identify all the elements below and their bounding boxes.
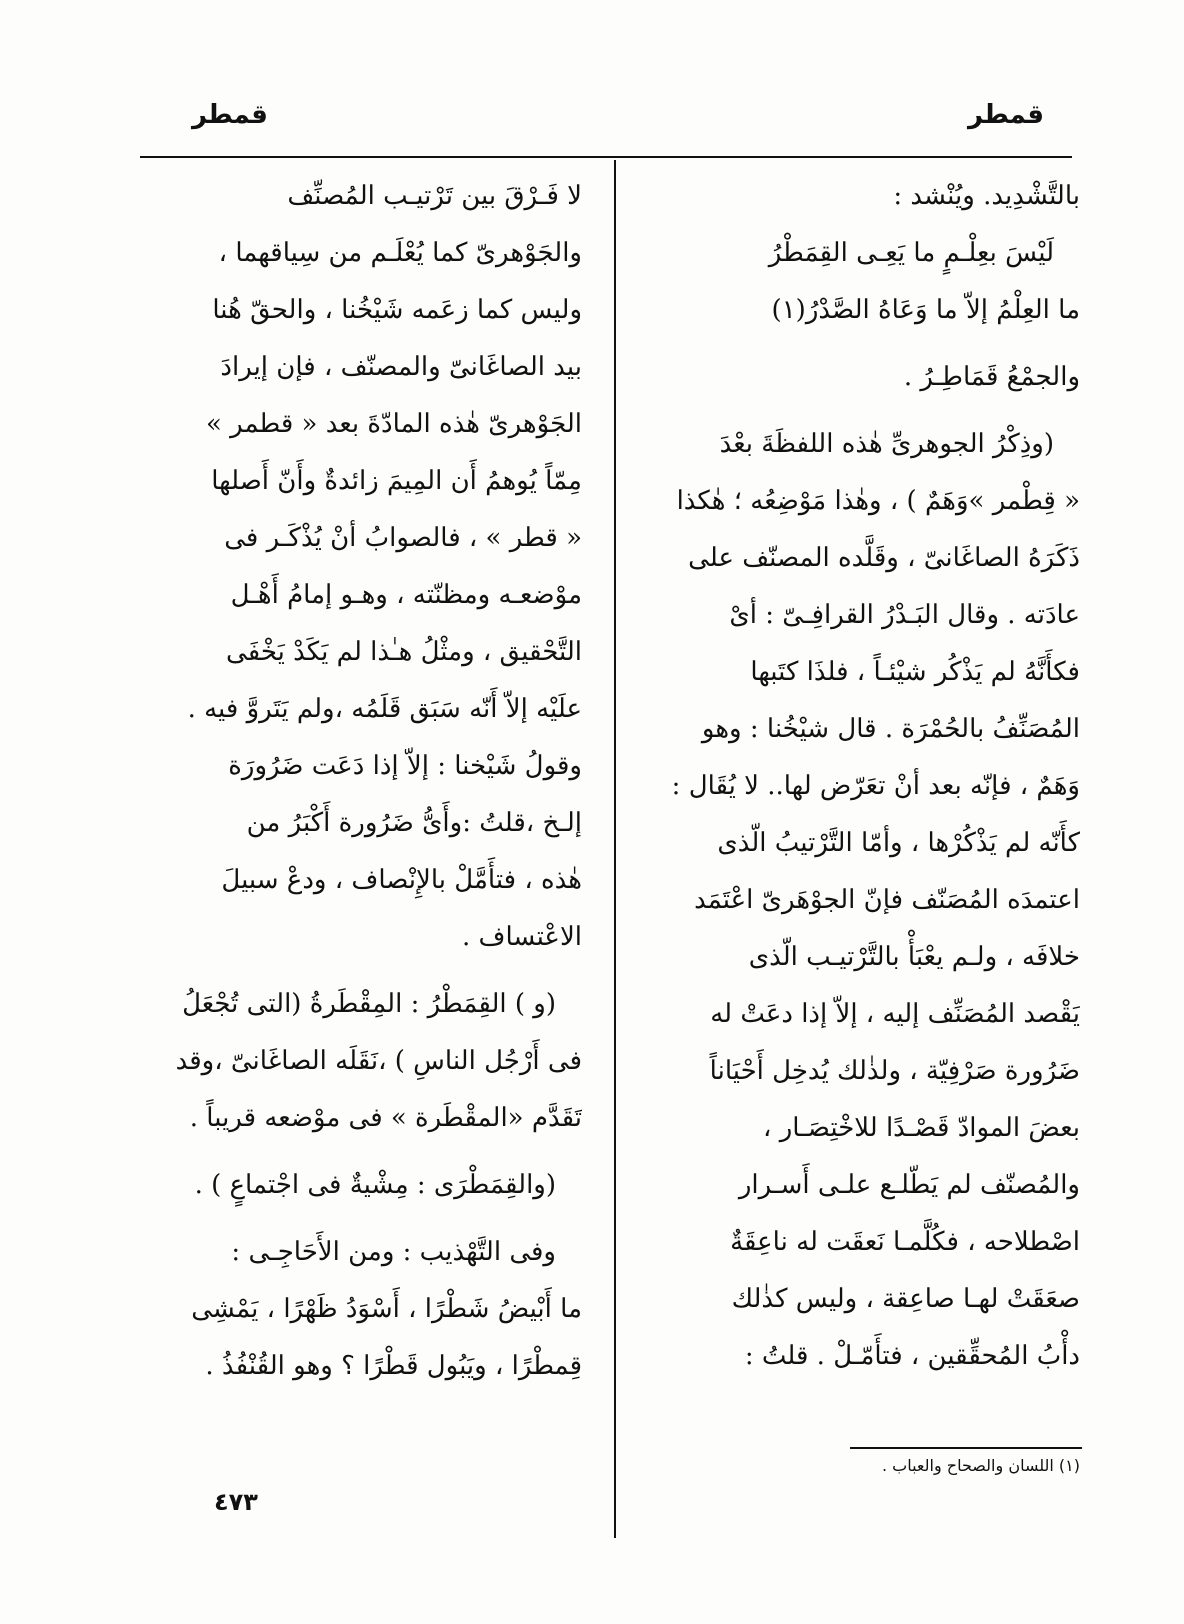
text-line: ما أَبْيضُ شَطْرًا ، أَسْوَدُ ظَهْرًا ، يَمْشِى [191, 1294, 582, 1324]
text-line: ضَرُورة صَرْفِيّة ، ولذٰلك يُدخِل أَحْيَاناً [709, 1056, 1080, 1086]
text-line: فكأَنَّهُ لم يَذْكُر شيْئـاً ، فلذَا كتَبها [750, 657, 1080, 687]
text-line: ذَكَرَهُ الصاغَانىّ ، وقَلَّده المصنّف على [688, 543, 1080, 573]
running-headword-right: قمطر [968, 100, 1044, 130]
text-line: المُصَنِّفُ بالحُمْرَة . قال شيْخُنا : وهو [701, 714, 1080, 744]
text-line: يَقْصد المُصَنِّف إليه ، إلاّ إذا دعَتْ له [710, 999, 1080, 1029]
text-line: (و ) القِمَطْرُ : المِقْطَرةُ (التى تُجْعَلُ [182, 989, 556, 1019]
text-line: (وذِكْرُ الجوهرىِّ هٰذه اللفظَةَ بعْدَ [719, 429, 1054, 459]
text-line: وفى التَّهْذيب : ومن الأَحَاجِـى : [231, 1237, 556, 1267]
text-line: لا فَـرْقَ بين تَرْتيـب المُصنِّف [287, 181, 582, 211]
text-line: وقولُ شَيْخنا : إلاّ إذا دَعَت ضَرُورَة [228, 751, 582, 781]
left-column [142, 168, 582, 1395]
text-line: علَيْه إلاّ أَنّه سَبَق قَلَمُه ،ولم يَتَروَّ فيه . [187, 694, 582, 724]
text-line: إلـخ ،قلتُ :وأَىُّ ضَرُورة أَكْبَرُ من [246, 808, 582, 838]
right-column [640, 168, 1080, 1385]
text-line: الاعْتساف . [461, 922, 582, 952]
text-line: والجَوْهرىّ كما يُعْلَـم من سِياقهما ، [218, 238, 582, 268]
text-line: والمُصنّف لم يَطّلـع علـى أَسـرار [738, 1170, 1080, 1200]
text-line: الجَوْهرىّ هٰذه المادّةَ بعد « قطمر » [205, 409, 582, 439]
running-headword-left: قمطر [192, 100, 268, 130]
footnote-rule [850, 1447, 1082, 1449]
text-line: فى أَرْجُل الناسِ ) ،نَقَلَه الصاغَانىّ ،وقد [175, 1046, 582, 1076]
text-line: هٰذه ، فتأَمَّلْ بالإِنْصاف ، ودعْ سبيلَ [221, 865, 582, 895]
text-line: (والقِمَطْرَى : مِشْيةٌ فى اجْتماعٍ ) . [194, 1170, 556, 1200]
text-line: قِمطْرًا ، ويَبُول قَطْرًا ؟ وهو القُنْفُذُ . [205, 1351, 582, 1381]
text-line: « قطر » ، فالصوابُ أنْ يُذْكَـر فى [224, 523, 582, 553]
text-line: مِمّاً يُوهمُ أَن المِيمَ زائدةٌ وأَنّ أَصلها [211, 466, 582, 496]
text-line: « قِطْمر »وَهَمٌ ) ، وهٰذا مَوْضِعُه ؛ هٰكذا [676, 486, 1080, 516]
text-line: والجمْعُ قَمَاطِـرُ . [903, 362, 1080, 392]
column-divider [614, 160, 616, 1538]
text-line: صعَقَتْ لهـا صاعِقة ، وليس كذٰلك [731, 1284, 1080, 1314]
text-line: اعتمدَه المُصَنّف فإنّ الجوْهَرىّ اعْتَمَد [694, 885, 1080, 915]
page-number: ٤٧٣ [214, 1488, 258, 1516]
text-line: موْضعـه ومظنّته ، وهـو إمامُ أَهْـل [230, 580, 582, 610]
text-line: وَهَمٌ ، فإنّه بعد أنْ تعَرّض لها.. لا يُقَال : [671, 771, 1080, 801]
verse-line: لَيْسَ بعِلْـمٍ ما يَعِـى القِمَطْرُ [768, 238, 1054, 268]
text-line: بعضَ الموادّ قَصْـدًا للاخْتِصَـار ، [763, 1113, 1080, 1143]
text-line: التَّحْقيق ، ومثْلُ هـٰذا لم يَكَدْ يَخْفَى [226, 637, 582, 667]
text-line: كأَنّه لم يَذْكُرْها ، وأمّا التَّرْتيبُ الّذى [717, 828, 1080, 858]
text-line: بيد الصاغَانىّ والمصنّف ، فإن إيرادَ [220, 352, 582, 382]
verse-line: ما العِلْمُ إلاّ ما وَعَاهُ الصَّدْرُ(١) [771, 295, 1080, 325]
footnote: (١) اللسان والصحاح والعباب . [881, 1456, 1080, 1475]
text-line: خلافَه ، ولـم يعْبَأْ بالتَّرْتيـب الّذى [748, 942, 1080, 972]
text-line: تَقَدَّم «المقْطَرة » فى موْضعه قريباً . [189, 1103, 582, 1133]
text-line: اصْطلاحه ، فكُلَّمـا نَعقَت له ناعِقَةٌ [730, 1227, 1080, 1257]
text-line: بالتَّشْدِيد. ويُنْشد : [893, 181, 1080, 211]
header-rule [140, 156, 1072, 158]
text-line: دأْبُ المُحقِّقين ، فتأَمّـلْ . قلتُ : [744, 1341, 1080, 1371]
text-line: عادَته . وقال البَـدْرُ القرافِـىّ : أىْ [729, 600, 1080, 630]
text-line: وليس كما زعَمه شَيْخُنا ، والحقّ هُنا [212, 295, 582, 325]
